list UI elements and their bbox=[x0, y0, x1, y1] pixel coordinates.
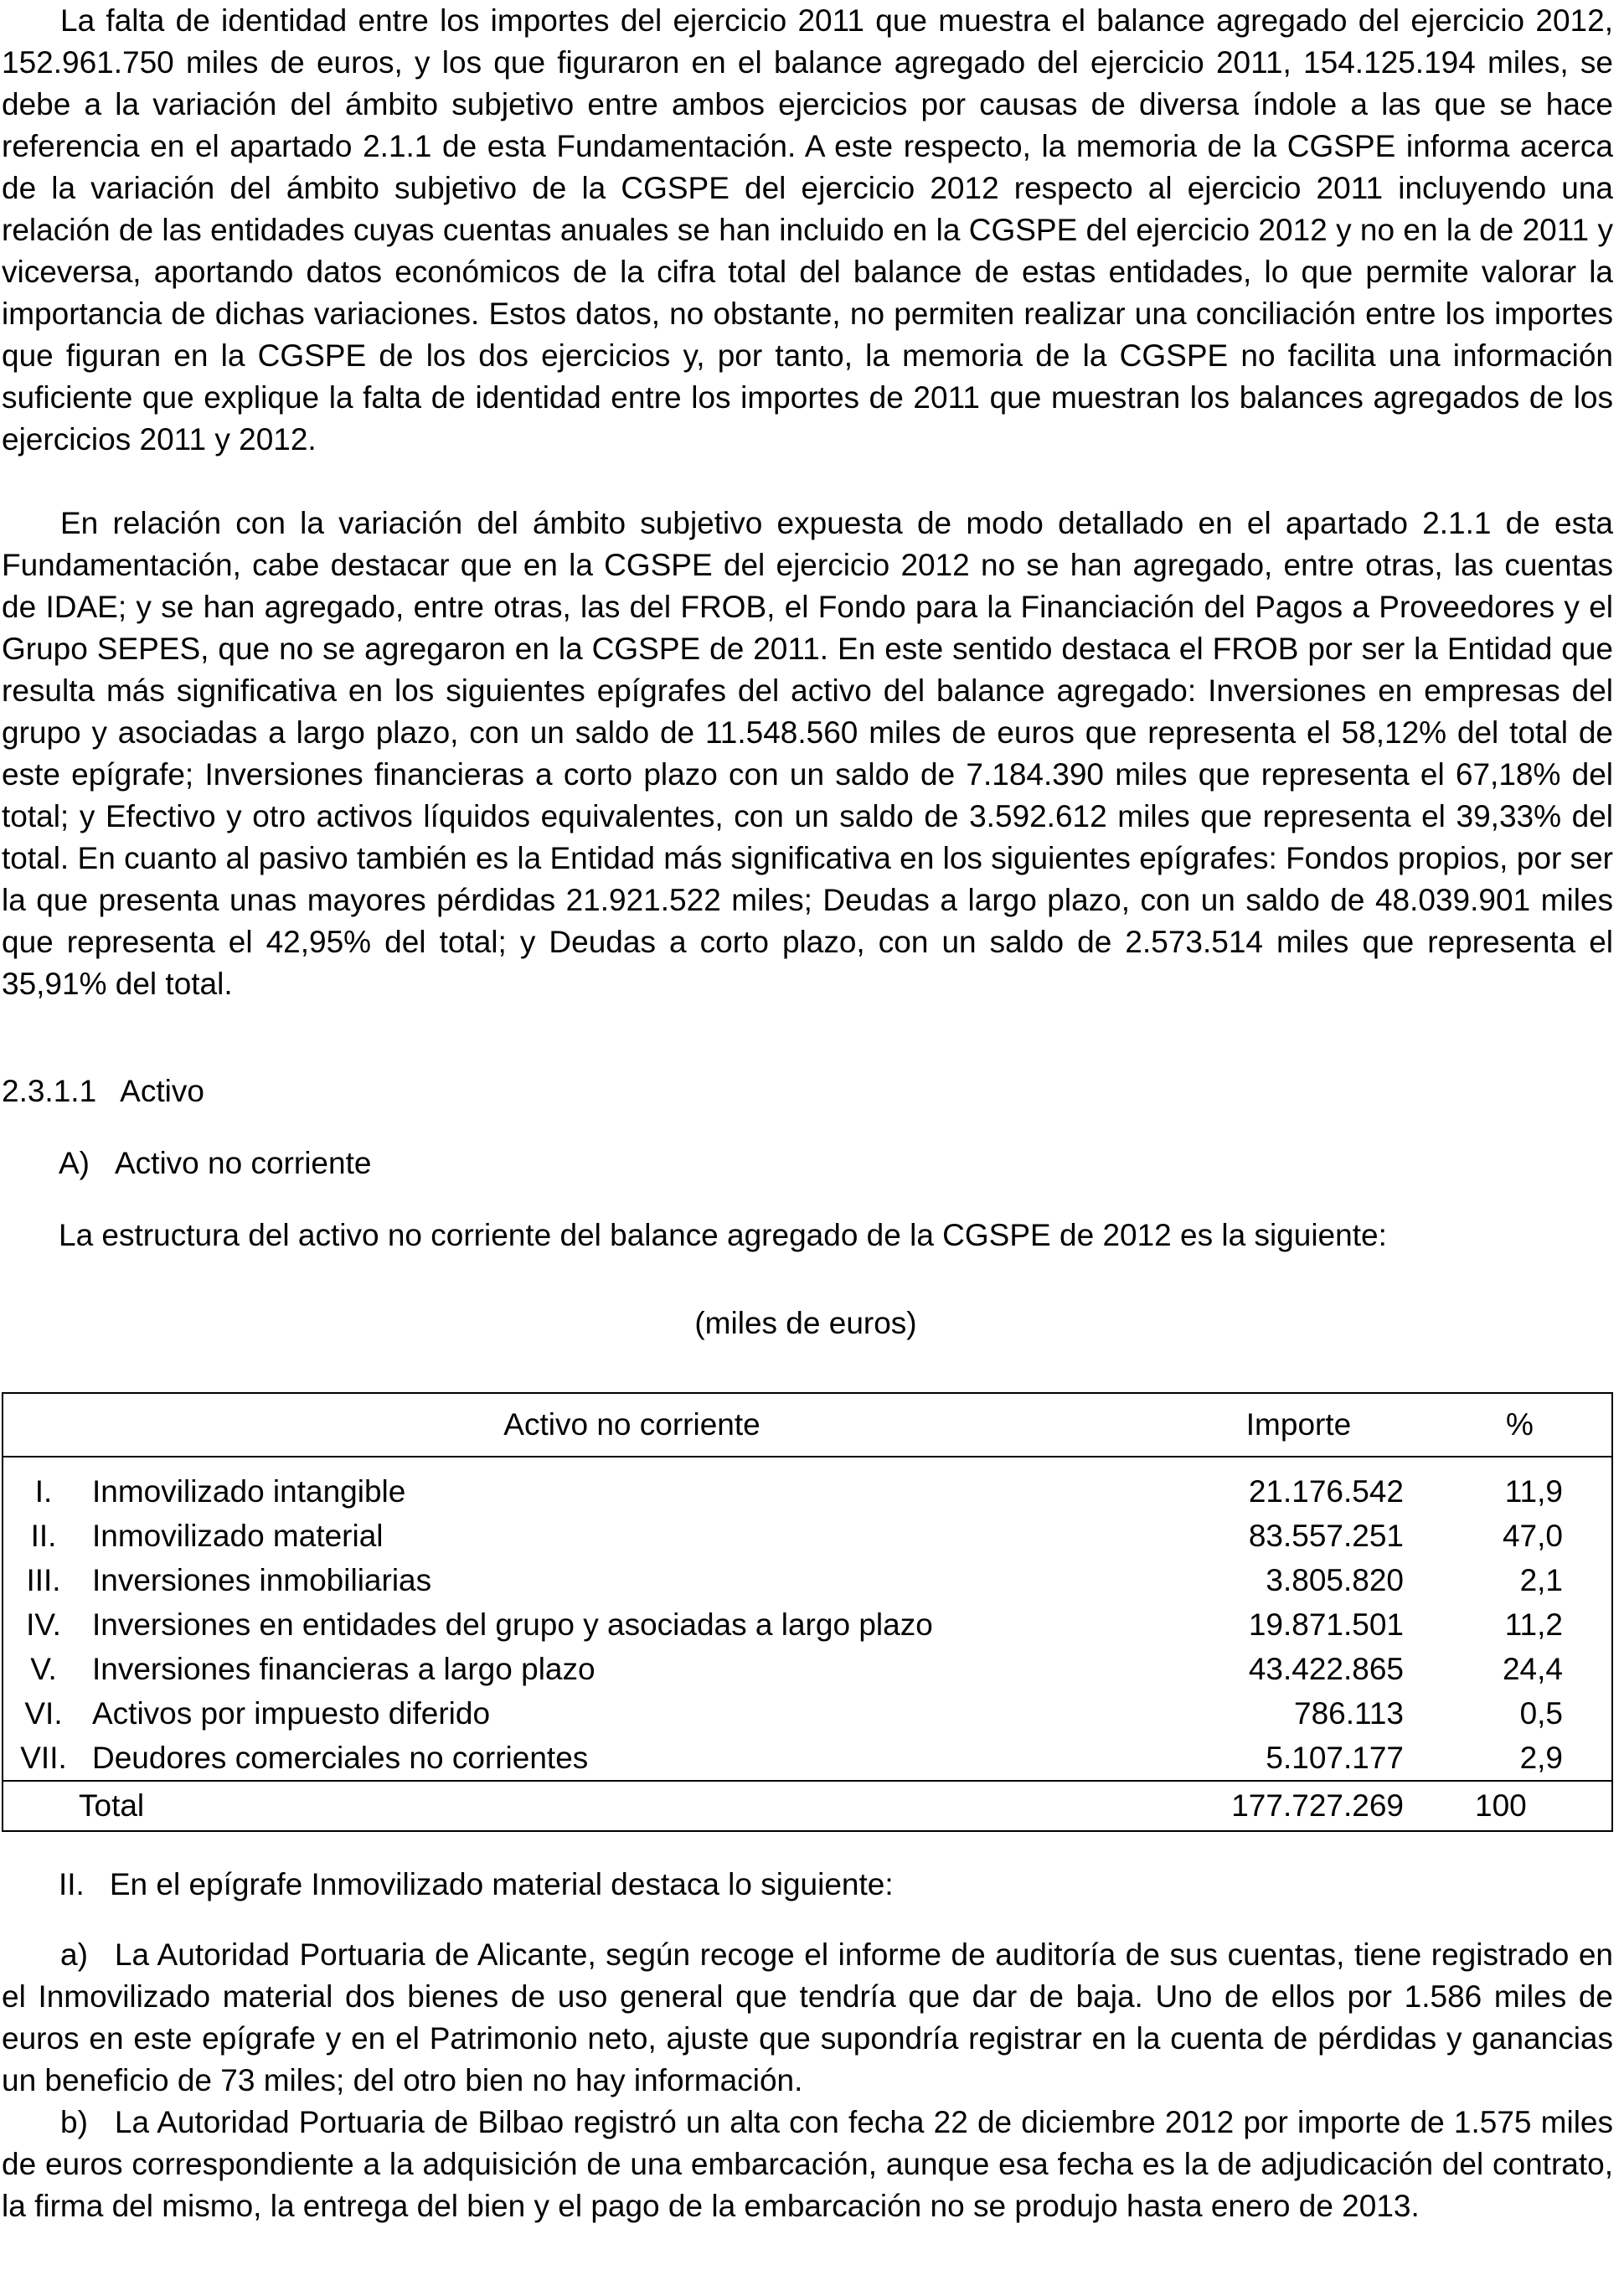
row-amount: 43.422.865 bbox=[1248, 1651, 1404, 1686]
subsection-marker: A) bbox=[59, 1146, 90, 1180]
row-roman: IV. bbox=[26, 1607, 61, 1642]
table-header-row bbox=[3, 1393, 1612, 1457]
paragraph-alicante bbox=[2, 1934, 1613, 2102]
row-roman: VI. bbox=[24, 1695, 63, 1731]
row-roman: III. bbox=[26, 1562, 61, 1597]
row-label: Inversiones financieras a largo plazo bbox=[92, 1651, 595, 1686]
row-amount: 83.557.251 bbox=[1248, 1518, 1404, 1553]
total-amount: 177.727.269 bbox=[1161, 1781, 1412, 1831]
item-marker: b) bbox=[60, 2105, 88, 2139]
row-label: Inversiones en entidades del grupo y asociadas a largo plazo bbox=[92, 1607, 933, 1642]
non-current-assets-table bbox=[2, 1392, 1613, 1832]
row-roman: VII. bbox=[20, 1740, 67, 1775]
ii-intro bbox=[59, 1864, 894, 1906]
table-row bbox=[3, 1691, 1612, 1736]
table-total-row bbox=[3, 1781, 1612, 1831]
row-amount: 19.871.501 bbox=[1248, 1607, 1404, 1642]
paragraph-text: En relación con la variación del ámbito subjetivo expuesta de modo detallado en el apartado 2.1.1 de esta Fundamentación, cabe destacar que en la CGSPE del ejercicio 2012 no se han agregado, entre otras, las cuentas de IDAE; y se han agregado, entre otras, las del FROB, el Fondo para la Financiación del Pagos a Proveedores y el Grupo SEPES, que no se agregaron en la CGSPE de 2011. En este sentido destaca el FROB por ser la Entidad que resulta más significativa en los siguientes epígrafes del activo del balance agregado: Inversiones en empresas del grupo y asociadas a largo plazo, con un saldo de 11.548.560 miles de euros que representa el 58,12% del total de este epígrafe; Inversiones financieras a corto plazo con un saldo de 7.184.390 miles que representa el 67,18% del total; y Efectivo y otro activos líquidos equivalentes, con un saldo de 3.592.612 miles que representa el 39,33% del total. En cuanto al pasivo también es la Entidad más significativa en los siguientes epígrafes: Fondos propios, por ser la que presenta unas mayores pérdidas 21.921.522 miles; Deudas a largo plazo, con un saldo de 48.039.901 miles que representa el 42,95% del total; y Deudas a corto plazo, con un saldo de 2.573.514 miles que representa el 35,91% del total. bbox=[2, 506, 1613, 1001]
row-pct: 47,0 bbox=[1502, 1518, 1563, 1553]
row-roman: I. bbox=[34, 1473, 53, 1509]
table-units: (miles de euros) bbox=[694, 1306, 917, 1340]
row-pct: 2,9 bbox=[1519, 1740, 1563, 1775]
row-amount: 21.176.542 bbox=[1248, 1473, 1404, 1509]
total-label: Total bbox=[3, 1781, 1161, 1831]
row-pct: 11,9 bbox=[1504, 1473, 1563, 1509]
row-pct: 11,2 bbox=[1504, 1607, 1563, 1642]
row-label: Inversiones inmobiliarias bbox=[92, 1562, 432, 1597]
subsection-title: Activo no corriente bbox=[115, 1146, 372, 1180]
table-row bbox=[3, 1602, 1612, 1647]
paragraph-text: La falta de identidad entre los importes del ejercicio 2011 que muestra el balance agregado del ejercicio 2012, 152.961.750 miles de euros, y los que figuraron en el balance agregado del ejercicio 2011, 154.125.194 miles, se debe a la variación del ámbito subjetivo entre ambos ejercicios por causas de diversa índole a las que se hace referencia en el apartado 2.1.1 de esta Fundamentación. A este respecto, la memoria de la CGSPE informa acerca de la variación del ámbito subjetivo de la CGSPE del ejercicio 2012 respecto al ejercicio 2011 incluyendo una relación de las entidades cuyas cuentas anuales se han incluido en la CGSPE del ejercicio 2012 y no en la de 2011 y viceversa, aportando datos económicos de la cifra total del balance de estas entidades, lo que permite valorar la importancia de dichas variaciones. Estos datos, no obstante, no permiten realizar una conciliación entre los importes que figuran en la CGSPE de los dos ejercicios y, por tanto, la memoria de la CGSPE no facilita una información suficiente que explique la falta de identidad entre los importes de 2011 que muestran los balances agregados de los ejercicios 2011 y 2012. bbox=[2, 3, 1613, 457]
row-amount: 5.107.177 bbox=[1266, 1740, 1404, 1775]
row-roman: V. bbox=[30, 1651, 57, 1686]
row-label: Deudores comerciales no corrientes bbox=[92, 1740, 589, 1775]
row-pct: 0,5 bbox=[1519, 1695, 1563, 1731]
table-row bbox=[3, 1736, 1612, 1781]
section-number: 2.3.1.1 bbox=[2, 1074, 97, 1108]
row-label: Inmovilizado material bbox=[92, 1518, 384, 1553]
header-pct: % bbox=[1412, 1393, 1612, 1457]
row-amount: 786.113 bbox=[1294, 1695, 1404, 1731]
row-pct: 2,1 bbox=[1519, 1562, 1563, 1597]
section-title: Activo bbox=[120, 1074, 204, 1108]
paragraph-text: La Autoridad Portuaria de Bilbao registró un alta con fecha 22 de diciembre 2012 por importe de 1.575 miles de euros correspondiente a la adquisición de una embarcación, aunque esa fecha es la de adjudicación del contrato, la firma del mismo, la entrega del bien y el pago de la embarcación no se produjo hasta enero de 2013. bbox=[2, 2105, 1613, 2223]
section-heading bbox=[2, 1071, 204, 1112]
row-label: Activos por impuesto diferido bbox=[92, 1695, 491, 1731]
paragraph-identity-discrepancy bbox=[2, 0, 1613, 461]
total-pct: 100 bbox=[1412, 1781, 1612, 1831]
table-row bbox=[3, 1647, 1612, 1691]
paragraph-text: La Autoridad Portuaria de Alicante, según recoge el informe de auditoría de sus cuentas, tiene registrado en el Inmovilizado material dos bienes de uso general que tendría que dar de baja. Uno de ellos por 1.586 miles de euros en este epígrafe y en el Patrimonio neto, ajuste que supondría registrar en la cuenta de pérdidas y ganancias un beneficio de 73 miles; del otro bien no hay información. bbox=[2, 1937, 1613, 2097]
row-pct: 24,4 bbox=[1502, 1651, 1563, 1686]
subsection-heading bbox=[59, 1143, 371, 1184]
item-marker: a) bbox=[60, 1937, 88, 1972]
row-label: Inmovilizado intangible bbox=[92, 1473, 406, 1509]
row-roman: II. bbox=[30, 1518, 57, 1553]
paragraph-subjective-scope bbox=[2, 503, 1613, 1005]
header-label: Activo no corriente bbox=[3, 1393, 1161, 1457]
header-amount: Importe bbox=[1161, 1393, 1412, 1457]
table-intro: La estructura del activo no corriente del balance agregado de la CGSPE de 2012 es la siguiente: bbox=[59, 1218, 1387, 1252]
ii-marker: II. bbox=[59, 1867, 85, 1901]
row-amount: 3.805.820 bbox=[1266, 1562, 1404, 1597]
table-row bbox=[3, 1558, 1612, 1602]
table-row bbox=[3, 1514, 1612, 1558]
table-row bbox=[3, 1457, 1612, 1514]
ii-intro-text: En el epígrafe Inmovilizado material destaca lo siguiente: bbox=[109, 1867, 894, 1901]
paragraph-bilbao bbox=[2, 2102, 1613, 2227]
